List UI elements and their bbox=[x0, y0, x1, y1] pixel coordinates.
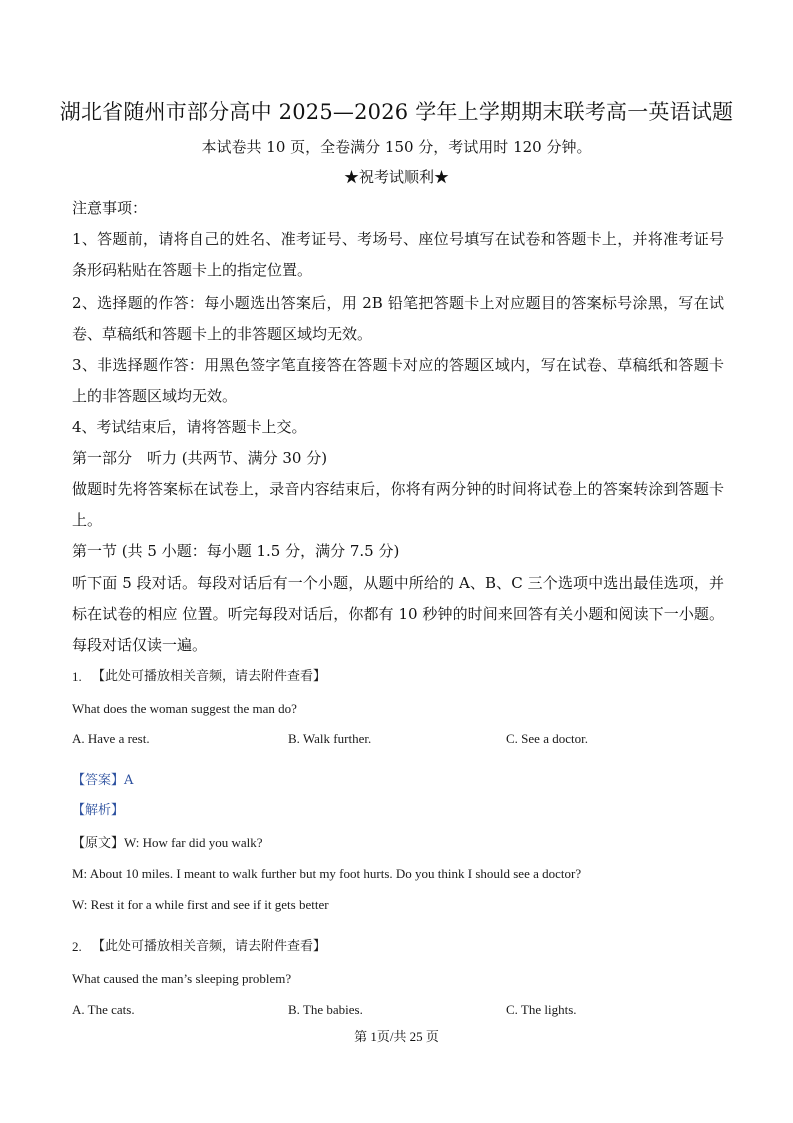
analysis-label: 【解析】 bbox=[72, 803, 125, 818]
audio-note: 【此处可播放相关音频，请去附件查看】 bbox=[92, 939, 327, 954]
option-a: A. The cats. bbox=[72, 1002, 135, 1017]
question-text: What caused the man’s sleeping problem? bbox=[72, 971, 292, 986]
option-b: B. The babies. bbox=[288, 1002, 363, 1017]
option-c: C. See a doctor. bbox=[506, 731, 588, 746]
exam-title: 湖北省随州市部分高中 2025—2026 学年上学期期末联考高一英语试题 bbox=[59, 100, 734, 124]
exam-wish: ★祝考试顺利★ bbox=[343, 168, 449, 186]
note-item-4: 4、考试结束后，请将答题卡上交。 bbox=[72, 418, 307, 436]
transcript-line: W: Rest it for a while first and see if it gets better bbox=[72, 897, 329, 912]
transcript-line: 【原文】W: How far did you walk? bbox=[72, 835, 263, 850]
question-text: What does the woman suggest the man do? bbox=[72, 701, 297, 716]
notes-heading: 注意事项： bbox=[72, 199, 148, 217]
option-a: A. Have a rest. bbox=[72, 731, 150, 746]
note-item-2: 2、选择题的作答：每小题选出答案后，用 2B 铅笔把答题卡上对应题目的答案标号涂黑，写在试卷、草稿纸和答题卡上的非答题区域均无效。 bbox=[72, 294, 724, 343]
exam-subtitle: 本试卷共 10 页，全卷满分 150 分，考试用时 120 分钟。 bbox=[201, 138, 592, 156]
page-number: 第 1页/共 25 页 bbox=[354, 1029, 439, 1044]
note-item-3: 3、非选择题作答：用黑色签字笔直接答在答题卡对应的答题区域内，写在试卷、草稿纸和答题卡上的非答题区域均无效。 bbox=[72, 356, 724, 405]
question-number: 1. bbox=[72, 669, 82, 684]
part1-heading: 第一部分 听力 (共两节、满分 30 分) bbox=[72, 449, 328, 467]
transcript-line: M: About 10 miles. I meant to walk further but my foot hurts. Do you think I should see a doctor? bbox=[72, 866, 582, 881]
section1-heading: 第一节 (共 5 小题：每小题 1.5 分，满分 7.5 分) bbox=[72, 542, 400, 560]
audio-note: 【此处可播放相关音频，请去附件查看】 bbox=[92, 669, 327, 684]
answer-label: 【答案】A bbox=[72, 773, 134, 788]
section1-instruction: 听下面 5 段对话。每段对话后有一个小题，从题中所给的 A、B、C 三个选项中选出最佳选项，并标在试卷的相应 位置。听完每段对话后，你都有 10 秒钟的时间来回答有关小题和阅读下一小题。每段对话仅读一遍。 bbox=[72, 574, 724, 654]
option-b: B. Walk further. bbox=[288, 731, 372, 746]
option-c: C. The lights. bbox=[506, 1002, 577, 1017]
note-item-1: 1、答题前，请将自己的姓名、准考证号、考场号、座位号填写在试卷和答题卡上，并将准考证号条形码粘贴在答题卡上的指定位置。 bbox=[72, 230, 724, 279]
part1-instruction: 做题时先将答案标在试卷上，录音内容结束后，你将有两分钟的时间将试卷上的答案转涂到答题卡上。 bbox=[72, 480, 724, 529]
question-number: 2. bbox=[72, 939, 82, 954]
